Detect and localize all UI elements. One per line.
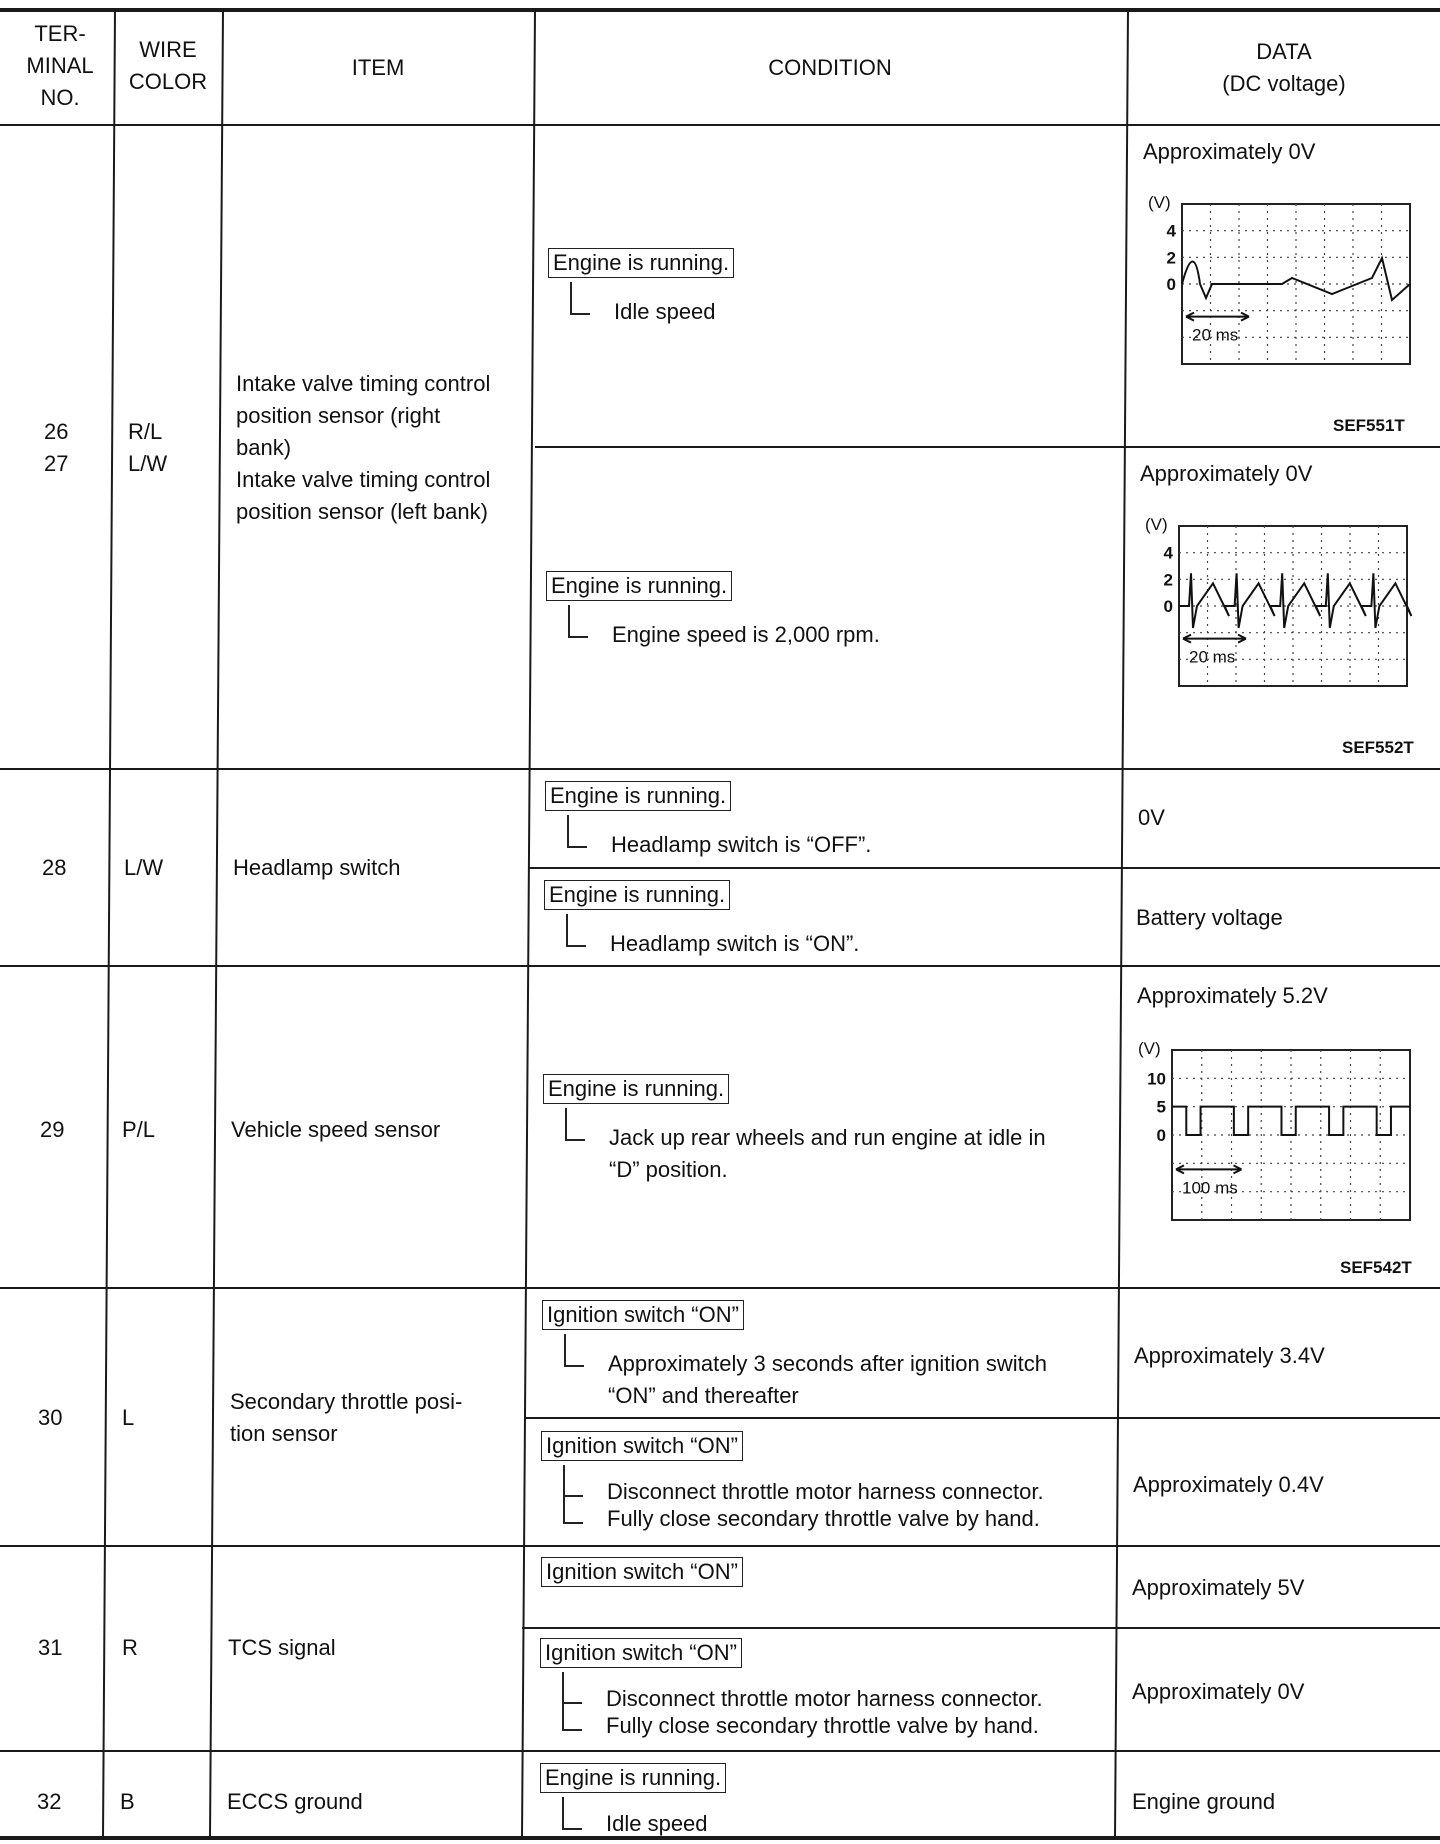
data-value: Approximately 5.2V (1137, 983, 1328, 1008)
row32-wire-color: B (120, 1789, 135, 1814)
condition-sub: Disconnect throttle motor harness connector. Fully close secondary throttle valve by hand. (607, 1479, 1044, 1531)
scope-timebase-arrow (1186, 313, 1249, 321)
scope-tick-label: 0 (1156, 1126, 1166, 1145)
row31-item: TCS signal (228, 1635, 336, 1660)
row30-item: Secondary throttle posi- tion sensor (230, 1389, 463, 1446)
header-terminal-no: TER- MINAL NO. (26, 21, 94, 110)
data-value: Approximately 0V (1132, 1679, 1305, 1704)
row32-terminal: 32 (37, 1789, 62, 1814)
scope-tick-label: 5 (1156, 1097, 1166, 1117)
scope-tick-label: 4 (1166, 221, 1176, 241)
header-wire-color: WIRE COLOR (128, 37, 208, 94)
condition-box: Ignition switch “ON” (542, 1300, 744, 1330)
header-item: ITEM (351, 55, 405, 80)
scope-tick-label: 4 (1163, 543, 1173, 563)
row30-terminal: 30 (38, 1405, 63, 1430)
scope-unit-label: (V) (1138, 1039, 1161, 1058)
condition-sub: Headlamp switch is “OFF”. (611, 832, 872, 857)
oscilloscope-waveform-sef552t (1137, 504, 1417, 714)
data-value: Approximately 3.4V (1134, 1343, 1325, 1368)
oscilloscope-waveform-sef551t (1140, 182, 1420, 392)
scope-timebase-arrow (1176, 1165, 1242, 1173)
data-value: Approximately 0.4V (1133, 1472, 1324, 1497)
condition-sub: Engine speed is 2,000 rpm. (612, 622, 880, 647)
condition-sub: Jack up rear wheels and run engine at idle in “D” position. (609, 1125, 1046, 1182)
scope-tick-label: 10 (1147, 1069, 1166, 1089)
data-value: Approximately 0V (1140, 461, 1313, 486)
scope-unit-label: (V) (1145, 515, 1168, 534)
scope-tick-label: 2 (1163, 570, 1173, 590)
condition-box: Engine is running. (540, 1763, 726, 1793)
data-value: Approximately 5V (1132, 1575, 1305, 1600)
scope-unit-label: (V) (1148, 193, 1171, 212)
bracket-arrow-icon (562, 1332, 602, 1372)
condition-box: Engine is running. (543, 1074, 729, 1104)
data-value: Engine ground (1132, 1789, 1276, 1814)
data-value: Approximately 0V (1143, 139, 1316, 164)
scope-waveform-trace (1182, 258, 1410, 300)
row26-wire-color: R/L L/W (128, 419, 168, 476)
row31-terminal: 31 (38, 1635, 63, 1660)
bracket-arrow-icon (563, 1106, 603, 1146)
condition-box: Engine is running. (544, 880, 730, 910)
row28-wire-color: L/W (124, 855, 164, 880)
bracket-arrow-icon (565, 813, 605, 853)
bracket-arrow-icon (560, 1795, 600, 1835)
scope-timebase-arrow (1183, 635, 1246, 643)
row29-item: Vehicle speed sensor (231, 1117, 441, 1142)
condition-box: Engine is running. (545, 781, 731, 811)
condition-sub: Headlamp switch is “ON”. (610, 931, 860, 956)
condition-box: Engine is running. (548, 248, 734, 278)
scope-tick-label: 2 (1166, 248, 1176, 268)
bracket-arrow-icon (561, 1463, 601, 1533)
figure-ref: SEF552T (1342, 738, 1414, 757)
scope-timebase-label: 20 ms (1192, 325, 1239, 345)
scope-waveform-trace (1179, 573, 1411, 628)
data-value: 0V (1138, 805, 1165, 830)
row26-item: Intake valve timing control position sensor (right bank) Intake valve timing control position sensor (left bank) (236, 371, 491, 524)
row28-terminal: 28 (42, 855, 67, 880)
bracket-arrow-icon (564, 912, 604, 952)
bracket-arrow-icon (560, 1670, 600, 1740)
row32-item: ECCS ground (227, 1789, 363, 1814)
header-condition: CONDITION (768, 55, 892, 80)
figure-ref: SEF542T (1340, 1258, 1412, 1277)
figure-ref: SEF551T (1333, 416, 1405, 435)
row29-wire-color: P/L (122, 1117, 156, 1142)
row30-wire-color: L (122, 1405, 135, 1430)
condition-sub: Idle speed (614, 299, 716, 324)
condition-box: Ignition switch “ON” (541, 1557, 743, 1587)
bracket-arrow-icon (566, 603, 606, 643)
row31-wire-color: R (122, 1635, 138, 1660)
row28-item: Headlamp switch (233, 855, 401, 880)
condition-sub: Disconnect throttle motor harness connector. Fully close secondary throttle valve by hand. (606, 1686, 1043, 1738)
header-data: DATA (DC voltage) (1222, 39, 1346, 96)
scope-tick-label: 0 (1166, 275, 1176, 294)
data-value: Battery voltage (1136, 905, 1283, 930)
condition-box: Ignition switch “ON” (540, 1638, 742, 1668)
row26-terminal: 26 27 (44, 419, 69, 476)
condition-box: Engine is running. (546, 571, 732, 601)
scope-timebase-label: 20 ms (1189, 647, 1236, 667)
bracket-arrow-icon (568, 280, 608, 320)
condition-sub: Approximately 3 seconds after ignition switch “ON” and thereafter (608, 1351, 1047, 1408)
row29-terminal: 29 (40, 1117, 65, 1142)
scope-tick-label: 0 (1163, 597, 1173, 616)
scope-timebase-label: 100 ms (1182, 1178, 1238, 1198)
condition-sub: Idle speed (606, 1811, 708, 1836)
oscilloscope-waveform-sef542t (1130, 1028, 1420, 1248)
condition-box: Ignition switch “ON” (541, 1431, 743, 1461)
